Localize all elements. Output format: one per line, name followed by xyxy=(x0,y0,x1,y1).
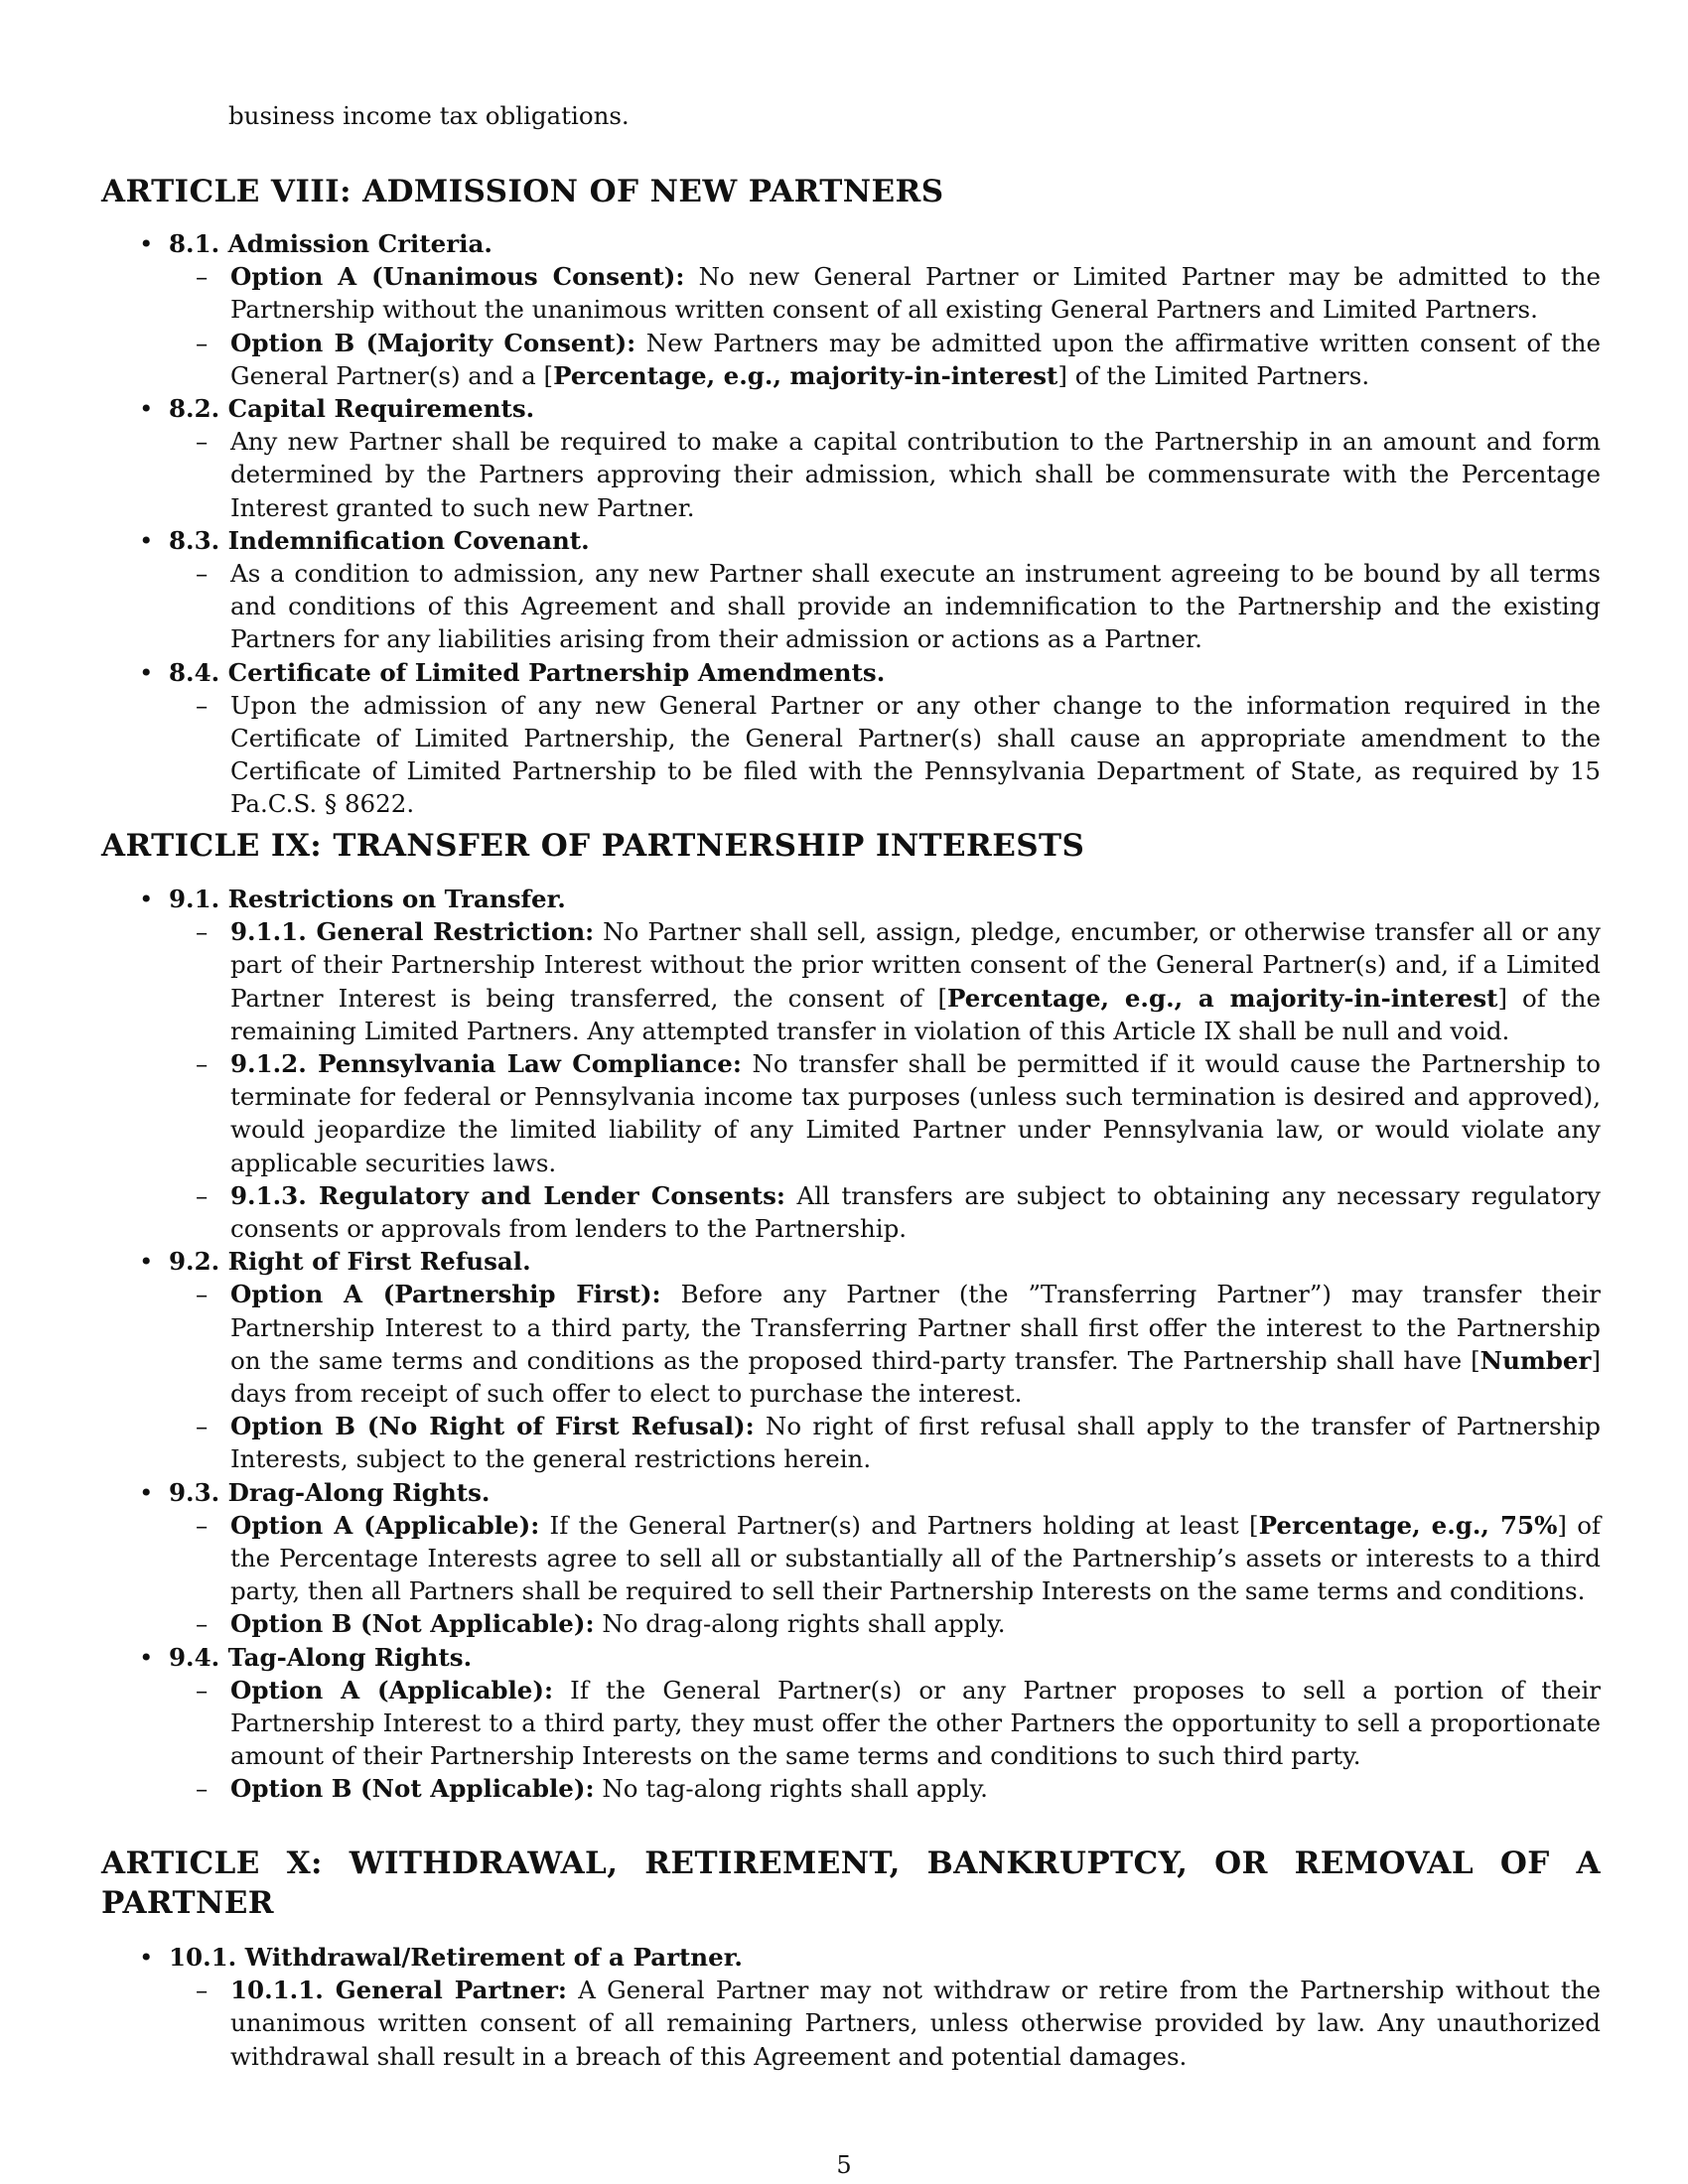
bullet-icon: • xyxy=(139,1477,154,1507)
article-10-list xyxy=(139,1941,1601,2073)
section-title: 10.1. Withdrawal/Retirement of a Partner. xyxy=(169,1943,743,1972)
section-9-4 xyxy=(139,1641,1601,1806)
section-9-1 xyxy=(139,883,1601,1245)
section-10-1 xyxy=(139,1941,1601,2073)
section-8-1 xyxy=(139,227,1601,392)
section-title: 8.4. Certificate of Limited Partnership Amendments. xyxy=(169,657,886,687)
clause-text: No new General Partner or Limited Partner may be admitted to the Partnership without the unanimous written consent of all existing General Partners and Limited Partners. xyxy=(230,262,1601,325)
clause-text: As a condition to admission, any new Partner shall execute an instrument agreeing to be bound by all terms and conditions of this Agreement and shall provide an indemnification to the Partnership and the existing Partners for any liabilities arising from their admission or actions as a Partner. xyxy=(230,559,1601,654)
clause-text: New Partners may be admitted upon the affirmative written consent of the General Partner(s) and a [ xyxy=(230,328,1601,390)
article-8-heading: ARTICLE VIII: ADMISSION OF NEW PARTNERS xyxy=(101,174,944,209)
dash-icon: – xyxy=(196,427,209,457)
clause-lead: Option B (Majority Consent): xyxy=(230,328,636,357)
carryover-text: business income tax obligations. xyxy=(228,101,630,130)
bullet-icon: • xyxy=(139,525,154,555)
clause-lead: 9.1.1. General Restriction: xyxy=(230,917,595,947)
clause-lead: Option B (Not Applicable): xyxy=(230,1609,595,1639)
dash-icon: – xyxy=(196,1609,209,1639)
clause-8-3 xyxy=(169,557,1601,656)
bullet-icon: • xyxy=(139,1943,154,1972)
clause-text-end: ] of the Percentage Interests agree to sell all or substantially all of the Partnership’s assets or interests to a third party, then all Partners shall be required to sell their Partnership Interests on the same terms and conditions. xyxy=(230,1510,1602,1606)
clause-lead: Option B (Not Applicable): xyxy=(230,1774,595,1804)
clause-text: Upon the admission of any new General Partner or any other change to the information required in the Certificate of Limited Partnership, the General Partner(s) shall cause an appropriate amendment to the Certificate of Limited Partnership to be filed with the Pennsylvania Department of State, as required by 15 Pa.C.S. § 8622. xyxy=(230,690,1601,819)
clause-lead: 9.1.3. Regulatory and Lender Consents: xyxy=(230,1180,785,1210)
dash-icon: – xyxy=(196,690,209,720)
clause-lead: Option A (Applicable): xyxy=(230,1510,540,1540)
clause-lead: Option B (No Right of First Refusal): xyxy=(230,1412,755,1441)
dash-icon: – xyxy=(196,1280,209,1309)
clause-9-2-b xyxy=(169,1410,1601,1475)
clause-8-4 xyxy=(169,689,1601,821)
clause-8-1-a xyxy=(169,260,1601,326)
dash-icon: – xyxy=(196,1180,209,1210)
dash-icon: – xyxy=(196,917,209,947)
clause-9-3-b xyxy=(169,1607,1601,1640)
clause-9-3-a xyxy=(169,1509,1601,1608)
clause-8-1-b xyxy=(169,327,1601,392)
clause-text: No transfer shall be permitted if it would cause the Partnership to terminate for federal or Pennsylvania income tax purposes (unless such termination is desired and approved), would jeopardize the limited liability of any Limited Partner under Pennsylvania law, or would violate any applicable securities laws. xyxy=(230,1049,1601,1177)
clause-10-1-1 xyxy=(169,1974,1601,2073)
dash-icon: – xyxy=(196,1412,209,1441)
section-title: 9.3. Drag-Along Rights. xyxy=(169,1477,491,1507)
bullet-icon: • xyxy=(139,394,154,424)
clause-9-4-a xyxy=(169,1674,1601,1773)
dash-icon: – xyxy=(196,1675,209,1705)
clause-lead: Option A (Applicable): xyxy=(230,1675,553,1705)
clause-text: No tag-along rights shall apply. xyxy=(594,1774,988,1804)
dash-icon: – xyxy=(196,262,209,292)
placeholder-text: Percentage, e.g., 75% xyxy=(1258,1510,1558,1540)
clause-text: Before any Partner (the ”Transferring Partner”) may transfer their Partnership Interest to a third party, the Transferring Partner shall first offer the interest to the Partnership on the same terms and conditions as the proposed third-party transfer. The Partnership shall have [ xyxy=(230,1280,1601,1375)
article-9-heading: ARTICLE IX: TRANSFER OF PARTNERSHIP INTERESTS xyxy=(101,828,1085,864)
section-title: 8.2. Capital Requirements. xyxy=(169,394,535,424)
clause-text: If the General Partner(s) and Partners holding at least [ xyxy=(539,1510,1259,1540)
clause-text: No Partner shall sell, assign, pledge, encumber, or otherwise transfer all or any part of their Partnership Interest without the prior written consent of the General Partner(s) and, if a Limited Partner Interest is being transferred, the consent of [ xyxy=(230,917,1601,1013)
article-8-list xyxy=(139,227,1601,821)
clause-text: A General Partner may not withdraw or retire from the Partnership without the unanimous written consent of all remaining Partners, unless otherwise provided by law. Any unauthorized withdrawal shall result in a breach of this Agreement and potential damages. xyxy=(230,1976,1601,2071)
clause-text: If the General Partner(s) or any Partner proposes to sell a portion of their Partnership Interest to a third party, they must offer the other Partners the opportunity to sell a proportionate amount of their Partnership Interests on the same terms and conditions to such third party. xyxy=(230,1675,1601,1771)
section-title: 9.1. Restrictions on Transfer. xyxy=(169,885,566,913)
dash-icon: – xyxy=(196,1049,209,1079)
section-9-2 xyxy=(139,1245,1601,1475)
placeholder-text: Percentage, e.g., majority-in-interest xyxy=(553,360,1058,390)
clause-text-end: ] days from receipt of such offer to elect to purchase the interest. xyxy=(230,1345,1601,1409)
clause-text: No right of first refusal shall apply to the transfer of Partnership Interests, subject to the general restrictions herein. xyxy=(230,1412,1601,1474)
article-9-list xyxy=(139,883,1601,1806)
clause-9-1-1 xyxy=(169,915,1601,1047)
dash-icon: – xyxy=(196,1976,209,2005)
clause-text-end: ] of the remaining Limited Partners. Any attempted transfer in violation of this Article IX shall be null and void. xyxy=(230,983,1602,1045)
section-8-4 xyxy=(139,656,1601,821)
clause-text: No drag-along rights shall apply. xyxy=(594,1609,1006,1639)
section-9-3 xyxy=(139,1476,1601,1641)
bullet-icon: • xyxy=(139,885,154,913)
dash-icon: – xyxy=(196,559,209,589)
bullet-icon: • xyxy=(139,229,154,258)
clause-lead: 9.1.2. Pennsylvania Law Compliance: xyxy=(230,1049,742,1079)
clause-9-2-a xyxy=(169,1278,1601,1410)
placeholder-text: Number xyxy=(1479,1345,1592,1375)
clause-9-4-b xyxy=(169,1772,1601,1805)
clause-lead: Option A (Unanimous Consent): xyxy=(230,262,685,292)
bullet-icon: • xyxy=(139,657,154,687)
clause-8-2 xyxy=(169,425,1601,524)
section-title: 8.1. Admission Criteria. xyxy=(169,229,492,258)
bullet-icon: • xyxy=(139,1247,154,1277)
section-8-3 xyxy=(139,524,1601,656)
clause-9-1-3 xyxy=(169,1179,1601,1245)
clause-lead: Option A (Partnership First): xyxy=(230,1280,661,1309)
dash-icon: – xyxy=(196,328,209,357)
clause-text: All transfers are subject to obtaining any necessary regulatory consents or approvals from lenders to the Partnership. xyxy=(230,1180,1601,1244)
dash-icon: – xyxy=(196,1774,209,1804)
page-number: 5 xyxy=(836,2151,852,2179)
section-title: 8.3. Indemnification Covenant. xyxy=(169,525,590,555)
section-title: 9.4. Tag-Along Rights. xyxy=(169,1642,473,1672)
article-10-heading: ARTICLE X: WITHDRAWAL, RETIREMENT, BANKRUPTCY, OR REMOVAL OF A PARTNER xyxy=(101,1845,1601,1921)
clause-lead: 10.1.1. General Partner: xyxy=(230,1976,567,2005)
dash-icon: – xyxy=(196,1510,209,1540)
bullet-icon: • xyxy=(139,1642,154,1672)
section-8-2 xyxy=(139,392,1601,524)
clause-9-1-2 xyxy=(169,1047,1601,1179)
placeholder-text: Percentage, e.g., a majority-in-interest xyxy=(947,983,1498,1013)
clause-text-end: ] of the Limited Partners. xyxy=(1057,360,1370,390)
section-title: 9.2. Right of First Refusal. xyxy=(169,1247,531,1277)
clause-text: Any new Partner shall be required to make a capital contribution to the Partnership in an amount and form determined by the Partners approving their admission, which shall be commensurate with the Percentage Interest granted to such new Partner. xyxy=(230,427,1601,522)
